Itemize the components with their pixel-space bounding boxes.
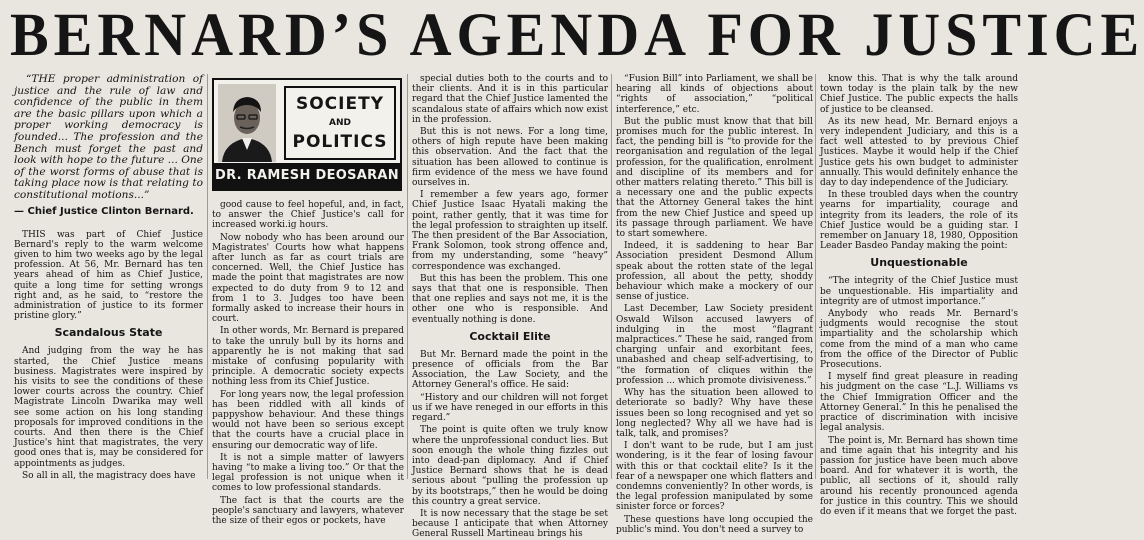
subheading: Scandalous State xyxy=(54,326,163,340)
column-title-line: AND xyxy=(329,118,351,128)
paragraph: I don't want to be rude, but I am just wondering, is it the fear of losing favour with this or that cocktail elite? Is it the fear of a newspaper one which flatters and condemns conveniently? In other words, is the legal profession manipulated by some sinister force or forces? xyxy=(616,441,813,513)
article-column-5 xyxy=(820,74,1018,517)
paragraph: special duties both to the courts and to their clients. And it is in this particular regard that the Chief Justice lamented the scandalous state of affairs which now exist in the profession. xyxy=(412,74,608,125)
paragraph: Last December, Law Society president Oswald Wilson accused lawyers of indulging in the most “flagrant malpractices.” These he said, ranged from charging unfair and exorbitant fees, unabashed and cheap self-advertising, to “the formation of cliques within the profession ... which promote divisiveness.” xyxy=(616,304,813,386)
column-rule xyxy=(207,74,208,479)
column-title-line: POLITICS xyxy=(292,132,388,152)
paragraph: The point is, Mr. Bernard has shown time and time again that his integrity and his passion for justice have been much above board. And for whatever it is worth, the public, all sections of it, should rally around his recently pronounced agenda for justice in this country. This we should do even if it means that we forget the past. xyxy=(820,435,1018,517)
paragraph: I myself find great pleasure in reading his judgment on the case “L.J. Williams vs the Chief Immigration Officer and the Attorney General.” In this he penalised the practice of discrimination with incisive legal analysis. xyxy=(820,372,1018,434)
headline: BERNARD’S AGENDA FOR JUSTICE xyxy=(10,0,1144,69)
subheading: Cocktail Elite xyxy=(469,329,551,343)
paragraph: But Mr. Bernard made the point in the presence of officials from the Bar Association, the Law Society, and the Attorney General's office. He said: xyxy=(412,349,608,391)
author-portrait xyxy=(218,84,276,162)
paragraph: Anybody who reads Mr. Bernard's judgments would recognise the stout impartiality and the scholarship which come from the mind of a man who came from the office of the Director of Public Prosecutions. xyxy=(820,309,1018,371)
column-title-box xyxy=(284,86,396,160)
article-column-4 xyxy=(616,74,813,535)
paragraph: But this is not news. For a long time, others of high repute have been making this observation. And the fact that the situation has been allowed to continue is firm evidence of the mess we have found ourselves in. xyxy=(412,127,608,189)
article-column-2 xyxy=(212,200,404,527)
column-rule xyxy=(611,74,612,479)
paragraph: These questions have long occupied the public's mind. You don't need a survey to xyxy=(616,514,813,535)
paragraph: Why has the situation been allowed to deteriorate so badly? Why have these issues been so long recognised and yet so long neglected? Why all we have had is talk, talk, and promises? xyxy=(616,388,813,439)
paragraph: Now nobody who has been around our Magistrates' Courts how what happens after lunch as far as court trials are concerned. Well, the Chief Justice has made the point that magistrates are now expected to do duty from 9 to 12 and from 1 to 3. Judges too have been formally asked to increase their hours in court. xyxy=(212,232,404,325)
paragraph: good cause to feel hopeful, and, in fact, to answer the Chief Justice's call for increased worki.ig hours. xyxy=(212,200,404,231)
paragraph: It is now necessary that the stage be set because I anticipate that when Attorney General Russell Martineau brings his xyxy=(412,508,608,540)
column-logo xyxy=(212,78,402,191)
paragraph: And judging from the way he has started, the Chief Justice means business. Magistrates were inspired by his visits to see the conditions of these lower courts across the country. Chief Magistrate Lincoln Dwarika may well see some action on his long standing proposals for improved conditions in the courts. And then there is the Chief Justice's hint that magistrates, the very good ones that is, may be considered for appointments as judges. xyxy=(14,346,203,469)
paragraph: As its new head, Mr. Bernard enjoys a very independent Judiciary, and this is a fact well attested to by previous Chief Justices. Maybe it would help if the Chief Justice gets his own budget to administer annually. This would definitely enhance the day to day independence of the Judiciary. xyxy=(820,116,1018,189)
paragraph: For long years now, the legal profession has been riddled with all kinds of pappyshow behaviour. And these things would not have been so serious except that the courts have a crucial place in ensuring our democratic way of life. xyxy=(212,389,404,451)
paragraph: I remember a few years ago, former Chief Justice Isaac Hyatali making the point, rather gently, that it was time for the legal profession to straighten up itself. The then president of the Bar Association, Frank Solomon, took strong offence and, from my understanding, some “heavy” correspondence was exchanged. xyxy=(412,190,608,272)
quote-attribution: — Chief Justice Clinton Bernard. xyxy=(14,205,194,217)
paragraph: It is not a simple matter of lawyers having “to make a living too.” Or that the legal profession is not unique when it comes to low professional standards. xyxy=(212,452,404,494)
paragraph: Indeed, it is saddening to hear Bar Association president Desmond Allum speak about the rotten state of the legal profession, all about the petty, shoddy behaviour which make a mockery of our sense of justice. xyxy=(616,241,813,303)
column-rule xyxy=(815,74,816,479)
paragraph: So all in all, the magistracy does have xyxy=(22,470,196,481)
subheading: Unquestionable xyxy=(870,256,968,270)
paragraph: “History and our children will not forget us if we have reneged in our efforts in this regard.” xyxy=(412,392,608,424)
paragraph: The fact is that the courts are the people's sanctuary and lawyers, whatever the size of their egos or pockets, have xyxy=(212,495,404,527)
paragraph: “The integrity of the Chief Justice must be unquestionable. His impartiality and integrity are of utmost importance.” xyxy=(820,276,1018,307)
column-title-line: SOCIETY xyxy=(295,94,384,114)
column-rule xyxy=(407,74,408,479)
paragraph: “Fusion Bill” into Parliament, we shall be hearing all kinds of objections about “rights of association,” “political interference,” etc. xyxy=(616,74,813,115)
pull-quote: “THE proper administration of justice and the rule of law and confidence of the public in them are the basic pillars upon which a proper working democracy is founded... The profession and the Bench must forget the past and look with hope to the future ... One of the worst forms of abuse that is taking place now is that relating to constitutional motions...” xyxy=(14,73,203,201)
paragraph: know this. That is why the talk around town today is the plain talk by the new Chief Justice. The public expects the halls of justice to be cleansed. xyxy=(820,74,1018,115)
paragraph: But the public must know that that bill promises much for the public interest. In fact, the pending bill is “to provide for the reorganisation and regulation of the legal profession, for the qualification, enrolment and discipline of its members and for other matters relating thereto.” This bill is a necessary one and the public expects that the Attorney General takes the hint from the new Chief Justice and speed up its passage through parliament. We have to start somewhere. xyxy=(616,116,813,240)
paragraph: In these troubled days when the country yearns for impartiality, courage and integrity from its leaders, the role of its Chief Justice would be a guiding star. I remember on January 18, 1980, Opposition Leader Basdeo Panday making the point: xyxy=(820,190,1018,252)
author-byline: DR. RAMESH DEOSARAN xyxy=(214,163,400,189)
article-column-1 xyxy=(14,74,203,479)
paragraph: In other words, Mr. Bernard is prepared to take the unruly bull by its horns and apparently he is not making that sad mistake of confusing popularity with principle. A democratic society expects nothing less from its Chief Justice. xyxy=(212,326,404,388)
paragraph: But this has been the problem. This one says that that one is responsible. Then that one replies and says not me, it is the other one who is responsible. And eventually nothing is done. xyxy=(412,273,608,325)
paragraph: The point is quite often we truly know where the unprofessional conduct lies. But soon enough the whole thing fizzles out into dead-pan diplomacy. And if Chief Justice Bernard shows that he is dead serious about “pulling the profession up by its bootstraps,” then he would be doing this country a great service. xyxy=(412,425,608,507)
paragraph: THIS was part of Chief Justice Bernard's reply to the warm welcome given to him two weeks ago by the legal profession. At 56, Mr. Bernard has ten years ahead of him as Chief Justice, quite a long time for setting wrongs right and, as he said, to “restore the administration of justice to its former pristine glory.” xyxy=(14,229,203,322)
article-column-3 xyxy=(412,74,608,540)
